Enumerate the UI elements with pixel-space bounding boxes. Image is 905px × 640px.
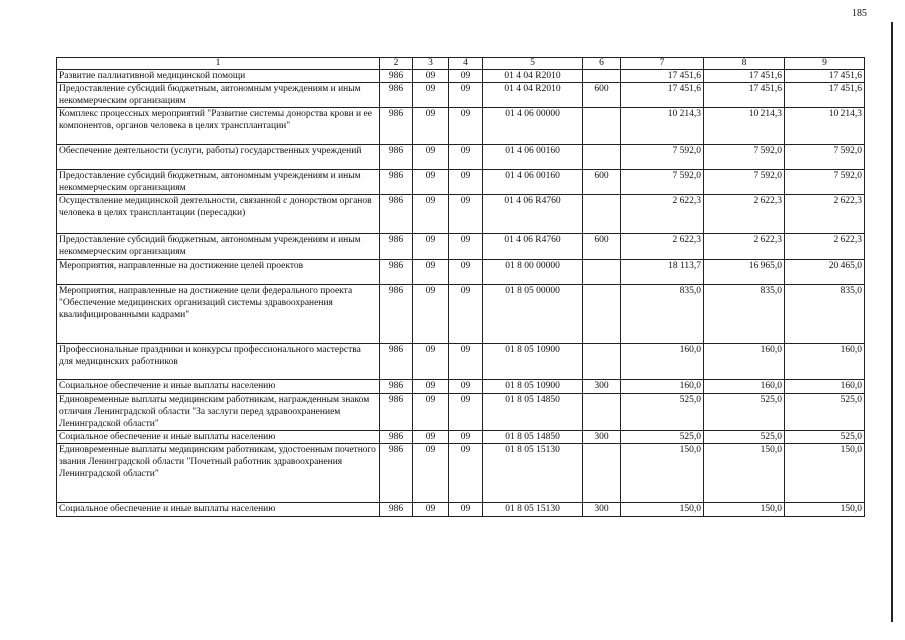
target-article-cell: 01 4 04 R2010 [483, 83, 583, 108]
table-row [57, 83, 865, 108]
column-header: 6 [583, 58, 621, 70]
expense-type-cell: 600 [583, 83, 621, 108]
target-article-cell: 01 4 06 R4760 [483, 195, 583, 234]
subsection-cell: 09 [449, 234, 483, 260]
admin-code-cell: 986 [380, 108, 413, 145]
target-article-cell: 01 8 05 14850 [483, 394, 583, 431]
amount-cell: 160,0 [704, 380, 785, 394]
amount-cell: 525,0 [621, 431, 704, 444]
amount-cell: 2 622,3 [704, 234, 785, 260]
admin-code-cell: 986 [380, 195, 413, 234]
expense-type-cell [583, 444, 621, 503]
amount-cell: 160,0 [621, 380, 704, 394]
target-article-cell: 01 8 05 10900 [483, 380, 583, 394]
amount-cell: 16 965,0 [704, 260, 785, 285]
target-article-cell: 01 4 06 00160 [483, 145, 583, 170]
amount-cell: 835,0 [704, 285, 785, 344]
admin-code-cell: 986 [380, 380, 413, 394]
expense-type-cell [583, 70, 621, 83]
row-name-cell: Социальное обеспечение и иные выплаты населению [57, 431, 380, 444]
admin-code-cell: 986 [380, 83, 413, 108]
amount-cell: 10 214,3 [785, 108, 865, 145]
expense-type-cell [583, 145, 621, 170]
target-article-cell: 01 8 05 00000 [483, 285, 583, 344]
section-cell: 09 [413, 70, 449, 83]
table-row [57, 145, 865, 170]
amount-cell: 17 451,6 [621, 83, 704, 108]
row-name-cell: Единовременные выплаты медицинским работникам, удостоенным почетного звания Ленинградской области "Почетный работник здравоохранения Ленинградской области" [57, 444, 380, 503]
amount-cell: 7 592,0 [785, 170, 865, 195]
expense-type-cell: 600 [583, 234, 621, 260]
column-header: 7 [621, 58, 704, 70]
section-cell: 09 [413, 83, 449, 108]
table-row [57, 344, 865, 380]
expense-type-cell [583, 195, 621, 234]
table-row [57, 503, 865, 517]
subsection-cell: 09 [449, 70, 483, 83]
table-header-row [57, 58, 865, 70]
section-cell: 09 [413, 444, 449, 503]
target-article-cell: 01 4 06 00000 [483, 108, 583, 145]
amount-cell: 150,0 [785, 444, 865, 503]
amount-cell: 160,0 [704, 344, 785, 380]
expense-type-cell: 300 [583, 431, 621, 444]
subsection-cell: 09 [449, 170, 483, 195]
column-header: 4 [449, 58, 483, 70]
subsection-cell: 09 [449, 285, 483, 344]
column-header: 3 [413, 58, 449, 70]
amount-cell: 150,0 [621, 503, 704, 517]
admin-code-cell: 986 [380, 170, 413, 195]
subsection-cell: 09 [449, 83, 483, 108]
admin-code-cell: 986 [380, 344, 413, 380]
amount-cell: 525,0 [785, 431, 865, 444]
row-name-cell: Мероприятия, направленные на достижение целей проектов [57, 260, 380, 285]
table-row [57, 195, 865, 234]
amount-cell: 2 622,3 [785, 195, 865, 234]
admin-code-cell: 986 [380, 285, 413, 344]
page-number: 185 [852, 8, 867, 19]
table-row [57, 444, 865, 503]
subsection-cell: 09 [449, 260, 483, 285]
target-article-cell: 01 8 05 15130 [483, 444, 583, 503]
expense-type-cell [583, 285, 621, 344]
amount-cell: 2 622,3 [621, 234, 704, 260]
amount-cell: 7 592,0 [785, 145, 865, 170]
row-name-cell: Предоставление субсидий бюджетным, автономным учреждениям и иным некоммерческим организациям [57, 83, 380, 108]
amount-cell: 17 451,6 [621, 70, 704, 83]
amount-cell: 525,0 [785, 394, 865, 431]
row-name-cell: Развитие паллиативной медицинской помощи [57, 70, 380, 83]
admin-code-cell: 986 [380, 234, 413, 260]
table-row [57, 108, 865, 145]
amount-cell: 150,0 [704, 503, 785, 517]
amount-cell: 10 214,3 [621, 108, 704, 145]
target-article-cell: 01 8 05 15130 [483, 503, 583, 517]
row-name-cell: Профессиональные праздники и конкурсы профессионального мастерства для медицинских работников [57, 344, 380, 380]
amount-cell: 150,0 [704, 444, 785, 503]
amount-cell: 525,0 [704, 431, 785, 444]
subsection-cell: 09 [449, 380, 483, 394]
column-header: 2 [380, 58, 413, 70]
table-row [57, 394, 865, 431]
section-cell: 09 [413, 431, 449, 444]
margin-line [891, 22, 893, 622]
expense-type-cell [583, 344, 621, 380]
amount-cell: 17 451,6 [785, 70, 865, 83]
column-header: 1 [57, 58, 380, 70]
table-row [57, 431, 865, 444]
amount-cell: 7 592,0 [704, 145, 785, 170]
expense-type-cell [583, 394, 621, 431]
row-name-cell: Осуществление медицинской деятельности, связанной с донорством органов человека в целях трансплантации (пересадки) [57, 195, 380, 234]
amount-cell: 150,0 [785, 503, 865, 517]
expense-type-cell: 300 [583, 380, 621, 394]
amount-cell: 160,0 [785, 344, 865, 380]
expense-type-cell [583, 108, 621, 145]
table-row [57, 285, 865, 344]
target-article-cell: 01 4 06 00160 [483, 170, 583, 195]
section-cell: 09 [413, 344, 449, 380]
admin-code-cell: 986 [380, 444, 413, 503]
subsection-cell: 09 [449, 394, 483, 431]
amount-cell: 2 622,3 [621, 195, 704, 234]
row-name-cell: Предоставление субсидий бюджетным, автономным учреждениям и иным некоммерческим организациям [57, 234, 380, 260]
section-cell: 09 [413, 380, 449, 394]
expense-type-cell: 600 [583, 170, 621, 195]
target-article-cell: 01 4 04 R2010 [483, 70, 583, 83]
expense-type-cell: 300 [583, 503, 621, 517]
amount-cell: 835,0 [621, 285, 704, 344]
amount-cell: 17 451,6 [704, 70, 785, 83]
amount-cell: 18 113,7 [621, 260, 704, 285]
table-row [57, 234, 865, 260]
row-name-cell: Обеспечение деятельности (услуги, работы) государственных учреждений [57, 145, 380, 170]
amount-cell: 525,0 [621, 394, 704, 431]
target-article-cell: 01 8 05 10900 [483, 344, 583, 380]
amount-cell: 2 622,3 [785, 234, 865, 260]
target-article-cell: 01 4 06 R4760 [483, 234, 583, 260]
amount-cell: 160,0 [785, 380, 865, 394]
row-name-cell: Социальное обеспечение и иные выплаты населению [57, 503, 380, 517]
amount-cell: 7 592,0 [704, 170, 785, 195]
amount-cell: 2 622,3 [704, 195, 785, 234]
row-name-cell: Предоставление субсидий бюджетным, автономным учреждениям и иным некоммерческим организациям [57, 170, 380, 195]
subsection-cell: 09 [449, 195, 483, 234]
section-cell: 09 [413, 503, 449, 517]
admin-code-cell: 986 [380, 394, 413, 431]
amount-cell: 525,0 [704, 394, 785, 431]
table-row [57, 380, 865, 394]
subsection-cell: 09 [449, 431, 483, 444]
section-cell: 09 [413, 108, 449, 145]
subsection-cell: 09 [449, 344, 483, 380]
target-article-cell: 01 8 05 14850 [483, 431, 583, 444]
table-row [57, 170, 865, 195]
amount-cell: 160,0 [621, 344, 704, 380]
section-cell: 09 [413, 170, 449, 195]
section-cell: 09 [413, 234, 449, 260]
amount-cell: 20 465,0 [785, 260, 865, 285]
admin-code-cell: 986 [380, 503, 413, 517]
section-cell: 09 [413, 394, 449, 431]
table-row [57, 70, 865, 83]
subsection-cell: 09 [449, 503, 483, 517]
row-name-cell: Мероприятия, направленные на достижение цели федерального проекта "Обеспечение медицинских организаций системы здравоохранения квалифицированными кадрами" [57, 285, 380, 344]
admin-code-cell: 986 [380, 145, 413, 170]
section-cell: 09 [413, 260, 449, 285]
budget-table [56, 57, 865, 517]
admin-code-cell: 986 [380, 70, 413, 83]
amount-cell: 150,0 [621, 444, 704, 503]
section-cell: 09 [413, 285, 449, 344]
target-article-cell: 01 8 00 00000 [483, 260, 583, 285]
column-header: 5 [483, 58, 583, 70]
amount-cell: 17 451,6 [704, 83, 785, 108]
row-name-cell: Единовременные выплаты медицинским работникам, награжденным знаком отличия Ленинградской области "За заслуги перед здравоохранением Ленинградской области" [57, 394, 380, 431]
amount-cell: 10 214,3 [704, 108, 785, 145]
row-name-cell: Социальное обеспечение и иные выплаты населению [57, 380, 380, 394]
amount-cell: 835,0 [785, 285, 865, 344]
subsection-cell: 09 [449, 145, 483, 170]
amount-cell: 17 451,6 [785, 83, 865, 108]
expense-type-cell [583, 260, 621, 285]
column-header: 9 [785, 58, 865, 70]
table-row [57, 260, 865, 285]
admin-code-cell: 986 [380, 260, 413, 285]
amount-cell: 7 592,0 [621, 145, 704, 170]
section-cell: 09 [413, 195, 449, 234]
amount-cell: 7 592,0 [621, 170, 704, 195]
admin-code-cell: 986 [380, 431, 413, 444]
column-header: 8 [704, 58, 785, 70]
section-cell: 09 [413, 145, 449, 170]
subsection-cell: 09 [449, 108, 483, 145]
subsection-cell: 09 [449, 444, 483, 503]
row-name-cell: Комплекс процессных мероприятий "Развитие системы донорства крови и ее компонентов, органов человека в целях трансплантации" [57, 108, 380, 145]
